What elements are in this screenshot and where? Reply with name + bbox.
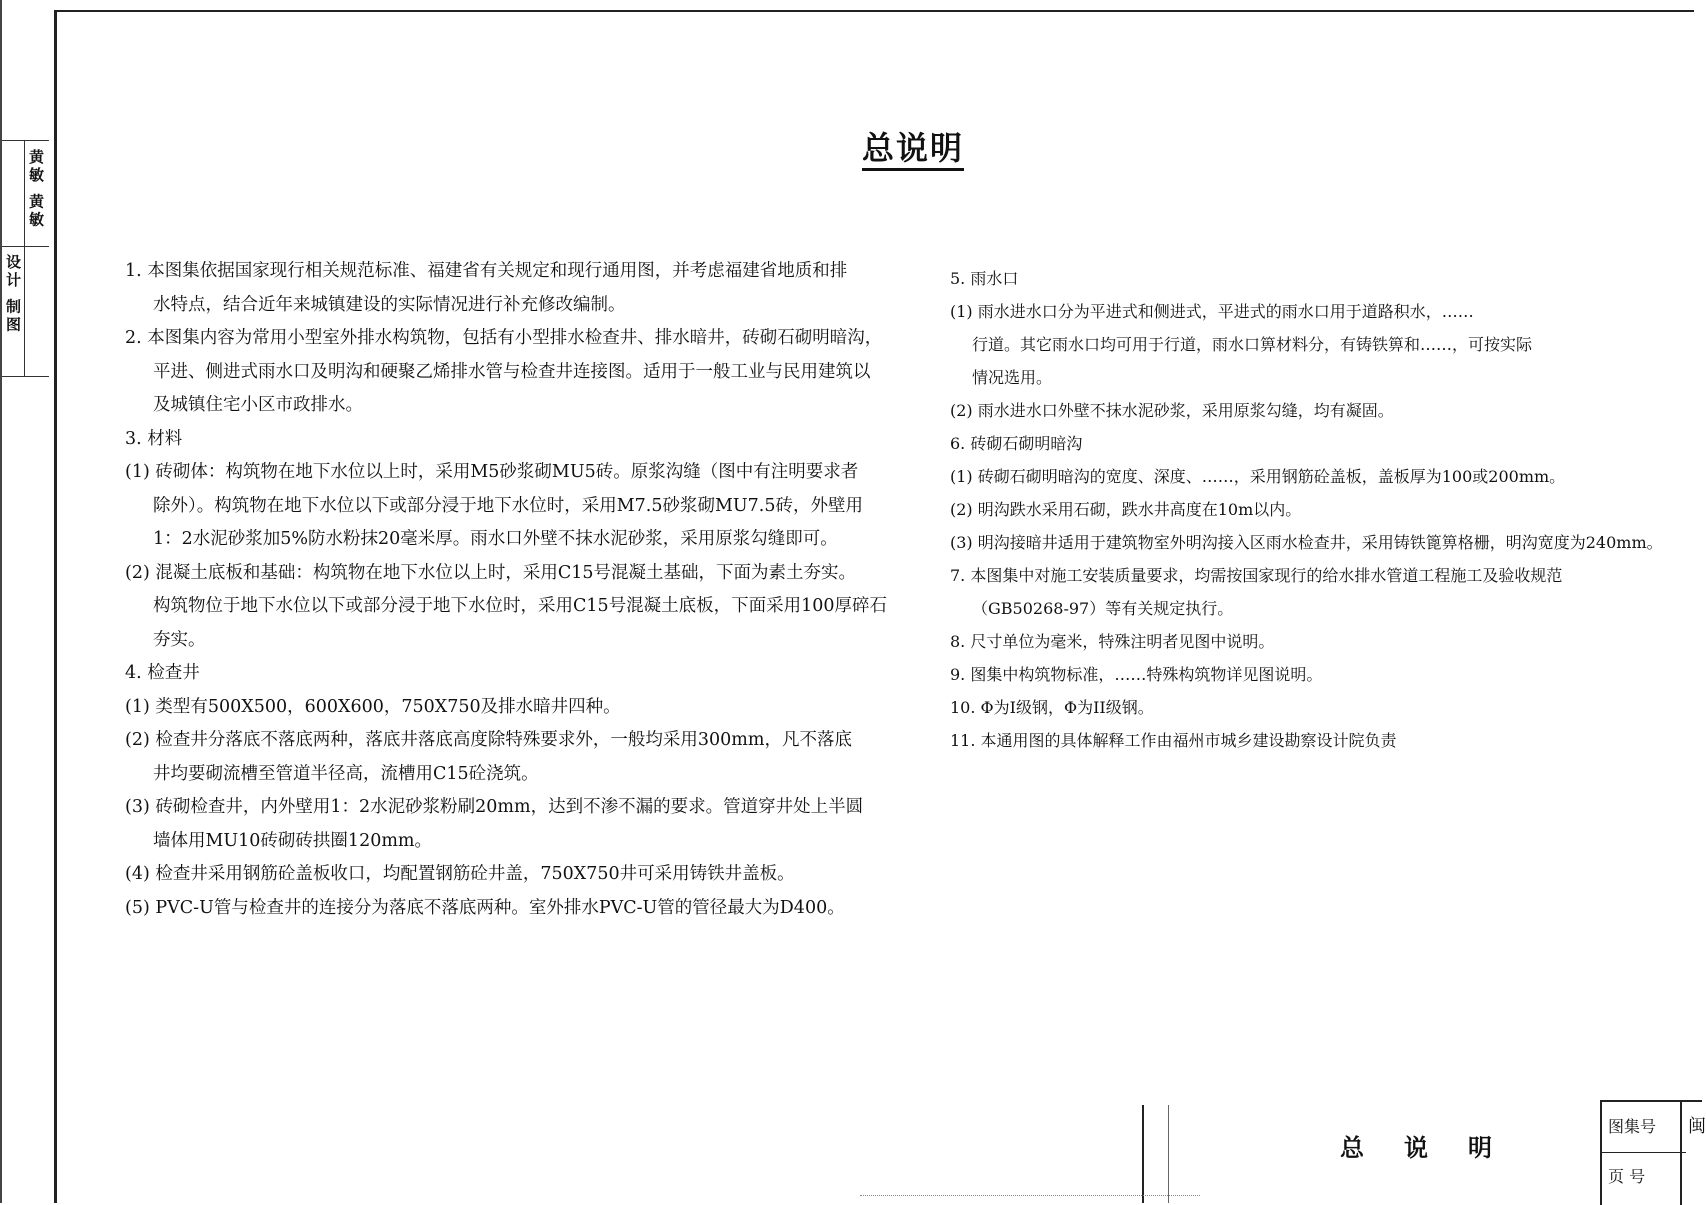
atlas-prefix: 闽 <box>1688 1116 1706 1137</box>
note-line: 7. 本图集中对施工安装质量要求，均需按国家现行的给水排水管道工程施工及验收规范 <box>950 566 1563 585</box>
note-line: 6. 砖砌石砌明暗沟 <box>950 434 1083 453</box>
note-line: 除外）。构筑物在地下水位以下或部分浸于地下水位时，采用M7.5砂浆砌MU7.5砖，外壁用 <box>153 495 863 516</box>
note-line: (1) 雨水进水口分为平进式和侧进式，平进式的雨水口用于道路积水，…… <box>950 302 1474 321</box>
note-line: (4) 检查井采用钢筋砼盖板收口，均配置钢筋砼井盖，750X750井可采用铸铁井盖板。 <box>125 864 795 884</box>
page-number-label: 页 号 <box>1608 1167 1646 1186</box>
note-line: 构筑物位于地下水位以下或部分浸于地下水位时，采用C15号混凝土底板，下面采用100厚碎石 <box>153 596 888 616</box>
note-line: (2) 雨水进水口外壁不抹水泥砂浆，采用原浆勾缝，均有凝固。 <box>950 401 1394 420</box>
title-block-divider <box>1142 1105 1144 1203</box>
frame-left-border <box>54 10 57 1203</box>
note-line: 行道。其它雨水口均可用于行道，雨水口箅材料分，有铸铁箅和……，可按实际 <box>972 335 1533 354</box>
notes-left-column <box>125 255 905 925</box>
note-line: 情况选用。 <box>972 368 1053 387</box>
note-line: 3. 材料 <box>125 428 183 449</box>
note-line: 平进、侧进式雨水口及明沟和硬聚乙烯排水管与检查井连接图。适用于一般工业与民用建筑以 <box>153 361 871 382</box>
note-line: 夯实。 <box>153 629 206 650</box>
note-line: 水特点，结合近年来城镇建设的实际情况进行补充修改编制。 <box>153 294 626 315</box>
note-line: (3) 明沟接暗井适用于建筑物室外明沟接入区雨水检查井，采用铸铁篦箅格栅，明沟宽度为240mm。 <box>950 533 1663 552</box>
note-line: (2) 检查井分落底不落底两种，落底井落底高度除特殊要求外，一般均采用300mm，凡不落底 <box>125 730 852 750</box>
note-line: 1：2水泥砂浆加5%防水粉抹20毫米厚。雨水口外壁不抹水泥砂浆，采用原浆勾缝即可。 <box>153 529 838 549</box>
note-line: （GB50268-97）等有关规定执行。 <box>972 599 1234 618</box>
note-line: 2. 本图集内容为常用小型室外排水构筑物，包括有小型排水检查井、排水暗井，砖砌石砌明暗沟， <box>125 328 883 348</box>
note-line: (2) 混凝土底板和基础：构筑物在地下水位以上时，采用C15号混凝土基础，下面为素土夯实。 <box>125 562 857 583</box>
note-line: 井均要砌流槽至管道半径高，流槽用C15砼浇筑。 <box>153 763 539 784</box>
margin-role-labels: 设计 制图 <box>4 254 22 335</box>
note-line: 1. 本图集依据国家现行相关规范标准、福建省有关规定和现行通用图，并考虑福建省地质和排 <box>125 261 848 281</box>
atlas-number-label: 图集号 <box>1602 1102 1686 1153</box>
margin-row-bottom <box>2 246 49 376</box>
margin-signature: 黄敏 黄敏 <box>27 149 45 230</box>
binding-margin-table <box>2 140 49 377</box>
note-line: 5. 雨水口 <box>950 269 1019 288</box>
bottom-scan-marks <box>860 1195 1200 1198</box>
note-line: (1) 砖砌石砌明暗沟的宽度、深度、……，采用钢筋砼盖板，盖板厚为100或200mm。 <box>950 467 1566 486</box>
note-line: (2) 明沟跌水采用石砌，跌水井高度在10m以内。 <box>950 500 1302 519</box>
note-line: 9. 图集中构筑物标准，……特殊构筑物详见图说明。 <box>950 665 1323 684</box>
note-line: 及城镇住宅小区市政排水。 <box>153 395 363 415</box>
note-line: (5) PVC-U管与检查井的连接分为落底不落底两种。室外排水PVC-U管的管径最大为D400。 <box>125 897 845 918</box>
note-line: (1) 砖砌体：构筑物在地下水位以上时，采用M5砂浆砌MU5砖。原浆沟缝（图中有注明要求者 <box>125 462 859 482</box>
note-line: 4. 检查井 <box>125 663 200 683</box>
note-line: 10. Φ为I级钢，Φ为II级钢。 <box>950 698 1154 717</box>
drawing-name: 总说明 <box>1340 1133 1532 1162</box>
note-line: 11. 本通用图的具体解释工作由福州市城乡建设勘察设计院负责 <box>950 731 1397 750</box>
notes-right-column <box>950 262 1670 757</box>
note-line: 墙体用MU10砖砌砖拱圈120mm。 <box>153 830 433 851</box>
title-block-box <box>1600 1100 1706 1205</box>
margin-role-cell <box>2 246 25 376</box>
page-title: 总说明 <box>862 128 964 171</box>
note-line: (3) 砖砌检查井，内外壁用1：2水泥砂浆粉刷20mm，达到不渗不漏的要求。管道穿井处上半圆 <box>125 797 864 817</box>
title-block-divider-thin <box>1168 1105 1169 1203</box>
note-line: 8. 尺寸单位为毫米，特殊注明者见图中说明。 <box>950 632 1275 651</box>
margin-signature-cell <box>25 141 47 246</box>
note-line: (1) 类型有500X500，600X600，750X750及排水暗井四种。 <box>125 696 621 717</box>
margin-row-top <box>2 141 49 247</box>
frame-top-border <box>54 10 1694 12</box>
